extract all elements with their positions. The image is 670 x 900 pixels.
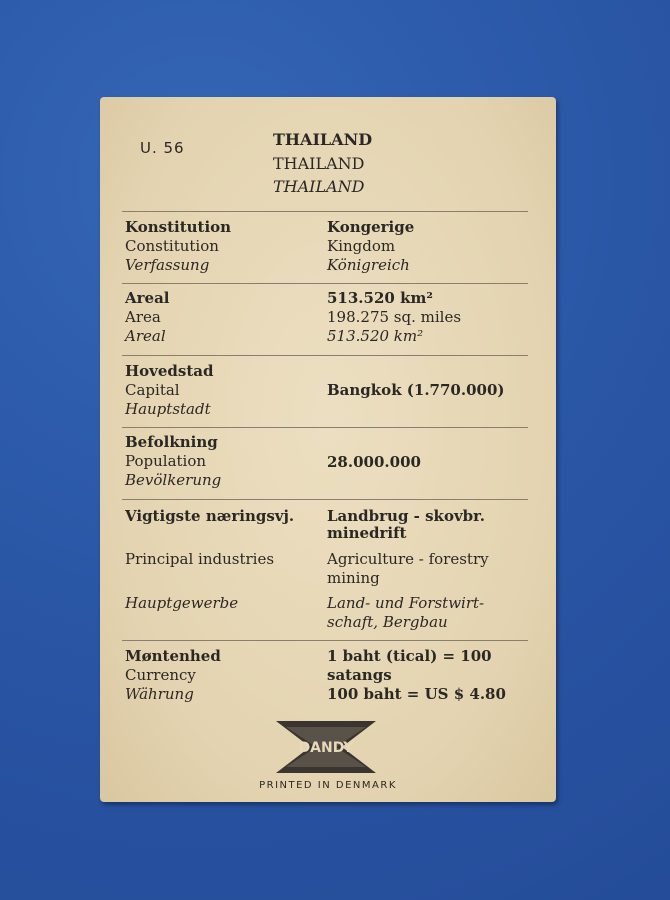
value-currency-cont: satangs xyxy=(327,666,392,684)
value-exchange-rate: 100 baht = US $ 4.80 xyxy=(327,685,506,703)
label-german: Areal xyxy=(125,327,166,345)
label-english: Population xyxy=(125,452,207,470)
value-danish: Kongerige xyxy=(327,218,415,236)
title-german: THAILAND xyxy=(273,177,365,196)
value-currency: 1 baht (tical) = 100 xyxy=(327,647,492,665)
printed-in-denmark: PRINTED IN DENMARK xyxy=(259,780,397,791)
divider xyxy=(122,283,528,284)
divider xyxy=(122,211,528,212)
label-german: Währung xyxy=(125,685,194,703)
card-code: U. 56 xyxy=(140,139,185,157)
logo-text: DANDY xyxy=(298,740,354,756)
value-danish: 513.520 km² xyxy=(327,289,433,307)
value-german: Land- und Forstwirt- xyxy=(327,594,485,612)
label-english: Area xyxy=(125,308,161,326)
label-german: Bevölkerung xyxy=(125,471,222,489)
divider xyxy=(122,499,528,500)
label-danish: Befolkning xyxy=(125,433,218,451)
label-english: Currency xyxy=(125,666,196,684)
value-german: 513.520 km² xyxy=(327,327,424,345)
trading-card xyxy=(100,97,556,802)
label-english: Capital xyxy=(125,381,180,399)
value-english: 198.275 sq. miles xyxy=(327,308,462,326)
title-danish: THAILAND xyxy=(273,130,373,149)
dandy-logo xyxy=(276,719,376,775)
value-english: Kingdom xyxy=(327,237,396,255)
label-danish: Areal xyxy=(125,289,170,307)
value-danish-cont: minedrift xyxy=(327,524,407,542)
label-danish: Vigtigste næringsvj. xyxy=(125,507,295,525)
divider xyxy=(122,640,528,641)
label-english: Principal industries xyxy=(125,550,275,568)
value-english: Agriculture - forestry xyxy=(327,550,489,568)
value-german-cont: schaft, Bergbau xyxy=(327,613,448,631)
value-danish: Landbrug - skovbr. xyxy=(327,507,485,525)
divider xyxy=(122,427,528,428)
label-danish: Møntenhed xyxy=(125,647,221,665)
value-capital: Bangkok (1.770.000) xyxy=(327,381,505,399)
label-danish: Hovedstad xyxy=(125,362,214,380)
label-german: Hauptstadt xyxy=(125,400,211,418)
label-german: Verfassung xyxy=(125,256,210,274)
label-english: Constitution xyxy=(125,237,219,255)
value-population: 28.000.000 xyxy=(327,453,421,471)
label-german: Hauptgewerbe xyxy=(125,594,239,612)
title-english: THAILAND xyxy=(273,154,365,173)
value-german: Königreich xyxy=(327,256,410,274)
value-english-cont: mining xyxy=(327,569,380,587)
divider xyxy=(122,355,528,356)
label-danish: Konstitution xyxy=(125,218,232,236)
